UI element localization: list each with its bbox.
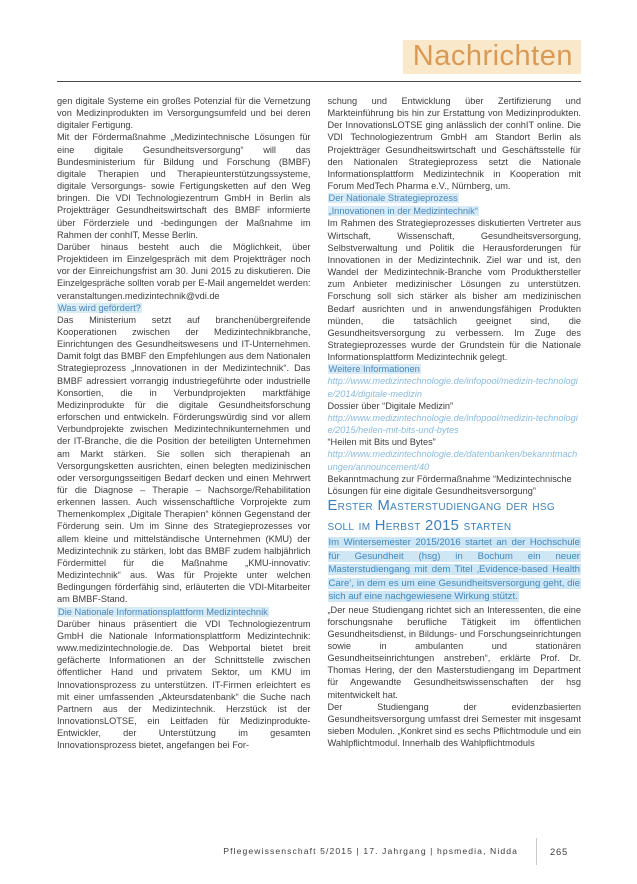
paragraph: Darüber hinaus besteht auch die Möglichkeit, über Projektideen im Einzelgespräch mit dem Projektträger noch vor der Einreichungsfrist am 30. Juni 2015 zu diskutieren. Die Einzelgespräche sollten vorab per E-Mail angemeldet werden: veranstaltungen.medizintechnik@vdi.de (57, 241, 311, 301)
subheading-strategieprozess: Der Nationale Strategieprozess „Innovationen in der Medizintechnik“ (328, 193, 478, 216)
page-title: Nachrichten (403, 40, 581, 74)
link-bekanntmachung-label: Bekanntmachung zur Fördermaßnahme “Medizintechnische Lösungen für eine digitale Gesundheitsversorgung” (327, 473, 572, 496)
link-heilen-url[interactable]: http://www.medizintechnologie.de/infopool/medizin-technologie/2015/heilen-mit-bits-und-bytes (327, 412, 578, 436)
article-teaser: Im Wintersemester 2015/2016 startet an der Hochschule für Gesundheit (hsg) in Bochum ein neuer Masterstudiengang mit dem Titel ‚Evidence-based Health Care‘, in dem es um eine Gesundheitsversorgung geht, die sich auf eine nachgewiesene Wirkung stützt. (328, 537, 580, 603)
right-column (328, 95, 582, 751)
article-columns (57, 95, 581, 751)
subheading-was-wird-gefoerdert: Was wird gefördert? (58, 302, 141, 313)
journal-info: Pflegewissenschaft 5/2015 | 17. Jahrgang | hpsmedia, Nidda (223, 846, 518, 856)
link-heilen-label: “Heilen mit Bits und Bytes” (327, 437, 436, 448)
paragraph: Darüber hinaus präsentiert die VDI Technologiezentrum GmbH die Nationale Informationsplattform Medizintechnik: www.medizintechnologie.de. Das Webportal bietet breit gefächerte Informationen an der Schnittstelle zwischen öffentlicher Hand und privatem Sektor, um KMU im Innovationsprozess zu unterstützen. IT-Firmen erleichtert es mit einer umfassenden „Akteursdatenbank“ die Suche nach Partnern aus der Medizintechnik. Herzstück ist der InnovationsLOTSE, ein Leitfaden für Medizinprodukte-Entwickler, der Unterstützung im gesamten Innovationsprozess bietet, angefangen bei For- (57, 618, 311, 751)
header-rule (57, 81, 581, 82)
paragraph: Im Rahmen des Strategieprozesses diskutierten Vertreter aus Wirtschaft, Wissenschaft, Gesundheitsversorgung, Selbstverwaltung und Politik die Herausforderungen für Innovationen in der Medizintechnik. Ziel war und ist, den Wandel der Medizintechnik-Branche vom Produkthersteller zum Anbieter medizinischer Lösungen zu unterstützen. Forschung soll sich stärker als bisher am medizinischen Bedarf ausrichten und in anwendungsfähigen Produkten münden, die tatsächlich geeignet sind, die Gesundheitsversorgung zu verbessern. Im Zuge des Strategieprozesses wurde der Grundstein für die Nationale Informationsplattform Medizintechnik gelegt. (327, 218, 581, 363)
paragraph: gen digitale Systeme ein großes Potenzial für die Vernetzung von Medizinprodukten im Versorgungsumfeld und bei deren digitaler Fertigung. (57, 96, 311, 131)
paragraph: Das Ministerium setzt auf branchenübergreifende Kooperationen zwischen der Medizintechnikbranche, Einrichtungen des Gesundheitswesens und IT-Unternehmen. Damit folgt das BMBF den Empfehlungen aus dem Nationalen Strategieprozess „Innovationen in der Medizintechnik“. Das BMBF adressiert vorrangig industriegeführte oder industrielle Konsortien, die in Verbundprojekten marktfähige Medizinprodukte für die digitale Gesundheitsforschung erforschen und entwickeln. Förderungswürdig sind vor allem Verbundprojekte zwischen Medizintechnikunternehmen und der IT-Branche, die die Position der beteiligten Unternehmen am Markt stärken. Sie sollen sich therapienah an Versorgungsketten ausrichten, einen belegten medizinischen oder versorgungsseitigen Bedarf decken und einen Mehrwert für die Diagnose – Therapie – Nachsorge/Rehabilitation erkennen lassen. Auch wissenschaftliche Vorprojekte zum Themenkomplex „Digitale Therapien“ können Gegenstand der Förderung sein. Um im Sinne des Strategieprozesses vor allem kleine und mittelständische Unternehmen (KMU) der Medizintechnik zu stärken, lobt das BMBF zudem halbjährlich Fördermittel für die Maßnahme „KMU-innovativ: Medizintechnik“ aus. Was für Projekte unter welchen Bedingungen förderfähig sind, erläuterten die VDI-Mitarbeiter am BMBF-Stand. (57, 314, 311, 605)
paragraph: „Der neue Studiengang richtet sich an Interessenten, die eine forschungsnahe berufliche Tätigkeit im öffentlichen Gesundheitsdienst, in Bildungs- und Forschungseinrichtungen sowie in ambulanten und stationären Gesundheitseinrichtungen anstreben“, erklärte Prof. Dr. Thomas Hering, der den Masterstudiengang im Department für Angewandte Gesundheitswissenschaften der hsg mitentwickelt hat. (327, 604, 581, 700)
link-bekanntmachung-url[interactable]: http://www.medizintechnologie.de/datenbanken/bekanntmachungen/announcement/40 (327, 449, 578, 472)
page-footer (57, 834, 581, 868)
left-column (57, 95, 311, 751)
paragraph: Der Studiengang der evidenzbasierten Gesundheitsversorgung umfasst drei Semester mit insgesamt sieben Modulen. „Konkret sind es sechs Pflichtmodule und ein Wahlpflichtmodul. Innerhalb des Wahlpflichtmoduls (327, 701, 581, 749)
article-heading-masterstudiengang: Erster Masterstudiengang der hsg soll im Herbst 2015 starten (327, 498, 555, 534)
paragraph: schung und Entwicklung über Zertifizierung und Markteinführung bis hin zur Erstattung von Medizinprodukten. Der InnovationsLOTSE ging anlässlich der conhIT online. Die VDI Technologiezentrum GmbH am Standort Berlin als Projektträger Gesundheitswirtschaft und Geschäftsstelle für den Nationalen Strategieprozess setzt die Nationale Informationsplattform Medizintechnik in Kooperation mit Forum MedTech Pharma e.V., Nürnberg, um. (327, 96, 581, 192)
link-dossier-label: Dossier über “Digitale Medizin” (327, 400, 454, 411)
page-number: 265 (549, 845, 569, 857)
link-dossier-url[interactable]: http://www.medizintechnologie.de/infopool/medizin-technologie/2014/digitale-medizin (327, 376, 578, 399)
subheading-weitere-informationen: Weitere Informationen (328, 364, 420, 375)
paragraph: Mit der Fördermaßnahme „Medizintechnische Lösungen für eine digitale Gesundheitsversorgung“ will das Bundesministerium für Bildung und Forschung (BMBF) digitale Therapien und Therapieunterstützungssysteme, digitale Versorgungs- sowie Fertigungsketten auf den Weg bringen. Die VDI Technologiezentrum GmbH in Berlin als Projektträger Gesundheitswirtschaft des BMBF informierte über Förderziele und -bedingungen der Maßnahme im Rahmen der conhIT, Messe Berlin. (57, 132, 311, 240)
masthead (57, 40, 581, 74)
subheading-informationsplattform: Die Nationale Informationsplattform Medizintechnik (58, 606, 268, 617)
